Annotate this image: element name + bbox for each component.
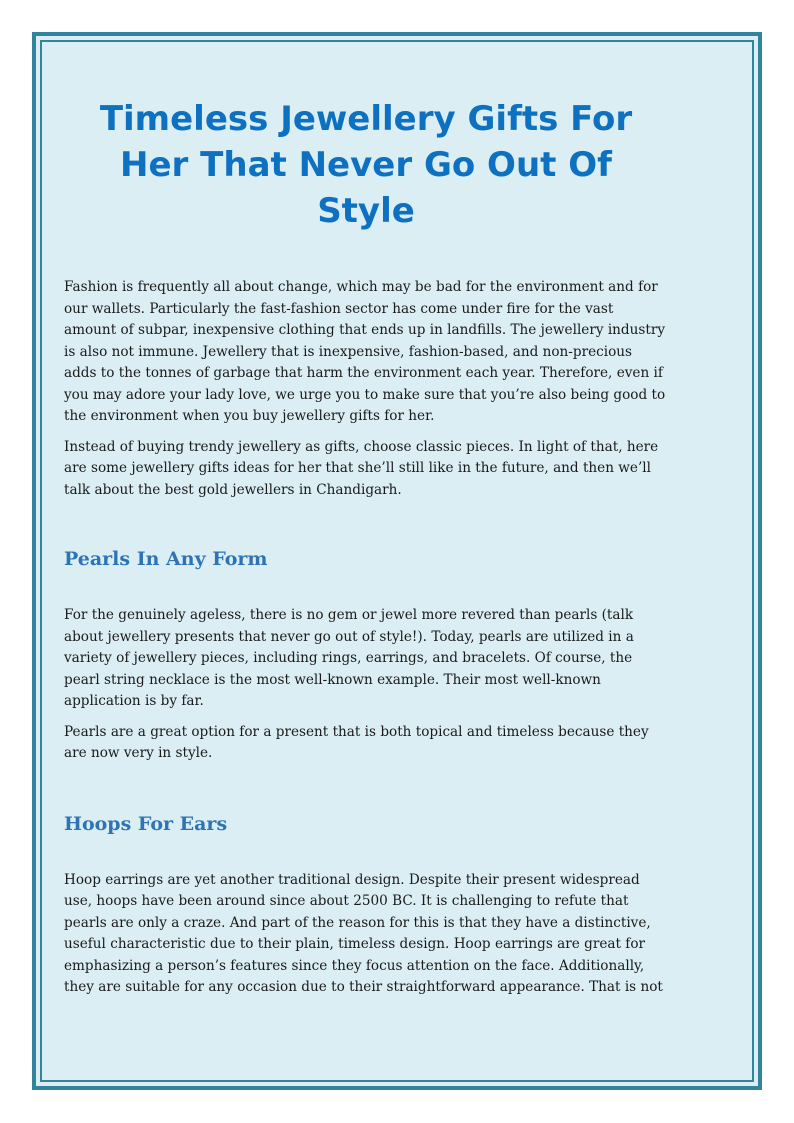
pearls-paragraph-1: For the genuinely ageless, there is no gem or jewel more revered than pearls (talk about jewellery presents that never go out of style!). Today, pearls are utilized in a variety of jewellery pieces, including rings, earrings, and bracelets. Of course, the pearl string necklace is the most well-known example. Their most well-known application is by far. [64, 607, 634, 709]
pearls-paragraph-2: Pearls are a great option for a present that is both topical and timeless because they are now very in style. [64, 723, 649, 761]
document-title: Timeless Jewellery Gifts For Her That Never Go Out Of Style [99, 99, 633, 231]
intro-paragraph-2: Instead of buying trendy jewellery as gifts, choose classic pieces. In light of that, here are some jewellery gifts ideas for her that she’ll still like in the future, and then we’ll talk about the best gold jewellers in Chandigarh. [64, 438, 659, 498]
section-heading-pearls: Pearls In Any Form [64, 548, 268, 570]
section-heading-hoops: Hoops For Ears [64, 812, 228, 835]
intro-paragraph-1: Fashion is frequently all about change, which may be bad for the environment and for our wallets. Particularly the fast-fashion sector has come under fire for the vast amount of subpar, inexpensive clothing that ends up in landfills. The jewellery industry is also not immune. Jewellery that is inexpensive, fashion-based, and non-precious adds to the tonnes of garbage that harm the environment each year. Therefore, even if you may adore your lady love, we urge you to make sure that you’re also being good to the environment when you buy jewellery gifts for her. [64, 279, 666, 424]
document-body [64, 96, 668, 999]
hoops-paragraph-1: Hoop earrings are yet another traditional design. Despite their present widespread use, hoops have been around since about 2500 BC. It is challenging to refute that pearls are only a craze. And part of the reason for this is that they have a distinctive, useful characteristic due to their plain, timeless design. Hoop earrings are great for emphasizing a person’s features since they focus attention on the face. Additionally, they are suitable for any occasion due to their straightforward appearance. That is not [64, 871, 663, 995]
